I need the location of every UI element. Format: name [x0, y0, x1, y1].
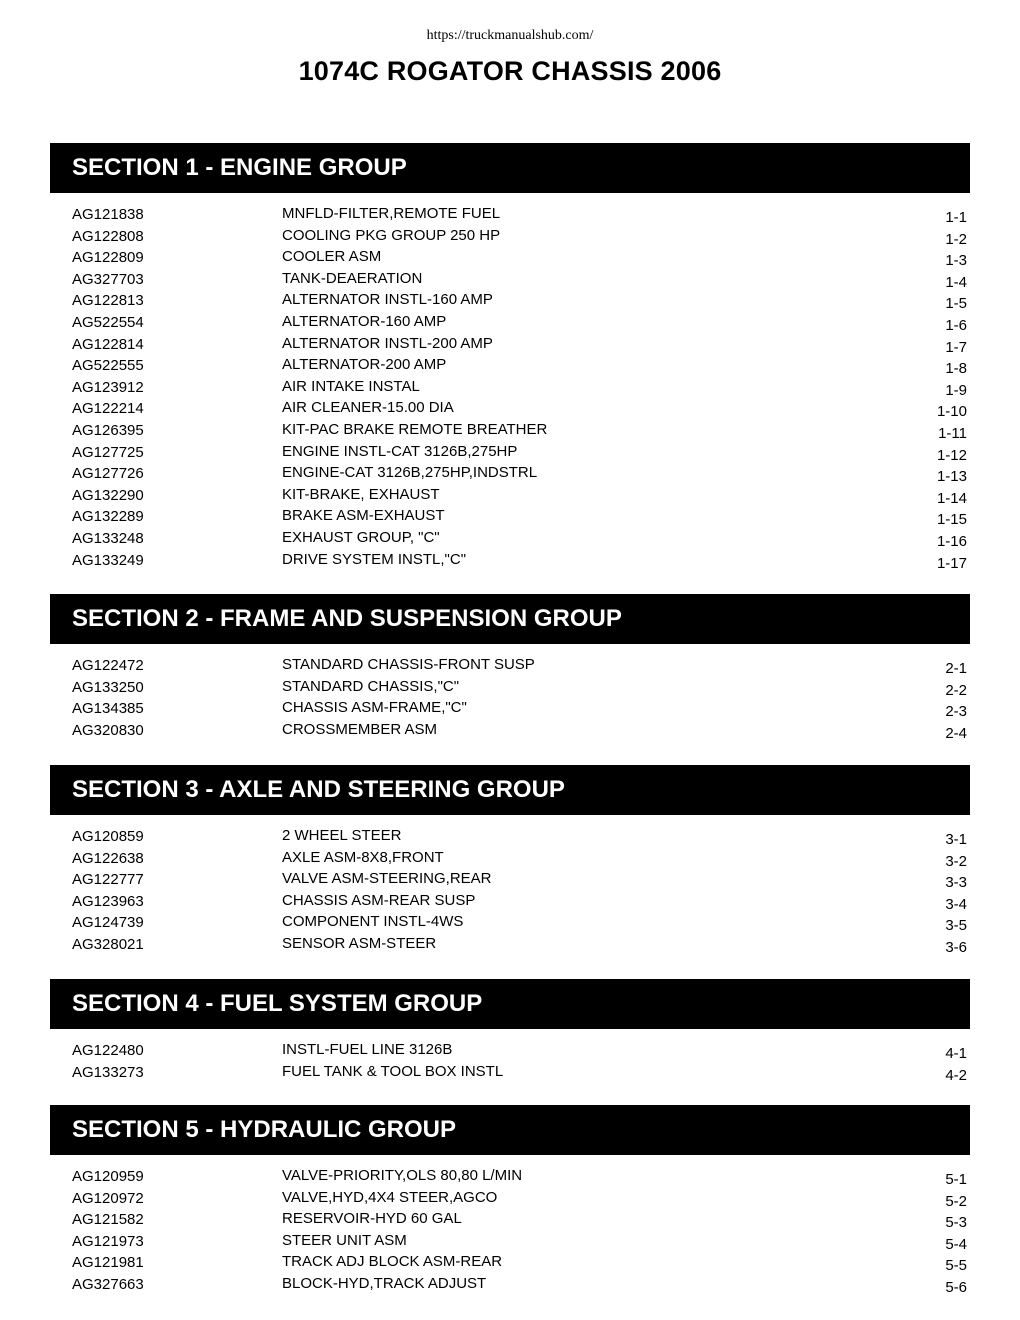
part-description: CHASSIS ASM-FRAME,"C": [282, 699, 467, 717]
source-url[interactable]: https://truckmanualshub.com/: [426, 28, 594, 43]
list-item[interactable]: [50, 228, 970, 250]
part-number: AG122638: [72, 849, 144, 867]
page-reference: 3-6: [945, 938, 967, 956]
part-description: SENSOR ASM-STEER: [282, 934, 437, 952]
page-reference: 3-5: [945, 917, 967, 935]
part-number: AG133273: [72, 1063, 144, 1081]
part-number: AG522554: [72, 313, 144, 331]
part-number: AG124739: [72, 914, 144, 932]
part-description: TRACK ADJ BLOCK ASM-REAR: [282, 1253, 503, 1271]
page-reference: 1-12: [936, 446, 967, 464]
list-item[interactable]: [50, 936, 970, 958]
section-2: [50, 594, 970, 743]
list-item[interactable]: [50, 850, 970, 872]
list-item[interactable]: [50, 914, 970, 936]
part-number: AG327703: [72, 270, 144, 288]
page-reference: 1-15: [936, 511, 967, 529]
part-number: AG126395: [72, 421, 144, 439]
part-description: STEER UNIT ASM: [282, 1231, 407, 1249]
page-reference: 2-4: [945, 724, 967, 742]
list-item[interactable]: [50, 1064, 970, 1086]
list-item[interactable]: [50, 828, 970, 850]
part-description: VALVE ASM-STEERING,REAR: [282, 870, 492, 888]
list-item[interactable]: [50, 400, 970, 422]
part-description: ALTERNATOR INSTL-160 AMP: [282, 291, 493, 309]
list-item[interactable]: [50, 465, 970, 487]
part-description: VALVE-PRIORITY,OLS 80,80 L/MIN: [282, 1167, 523, 1184]
part-description: AXLE ASM-8X8,FRONT: [282, 848, 444, 866]
part-description: KIT-BRAKE, EXHAUST: [282, 485, 440, 503]
list-item[interactable]: [50, 357, 970, 379]
part-number: AG122472: [72, 657, 144, 674]
part-description: KIT-PAC BRAKE REMOTE BREATHER: [282, 420, 548, 438]
page-reference: 1-8: [945, 360, 967, 378]
part-number: AG133249: [72, 551, 144, 569]
part-number: AG122809: [72, 249, 144, 267]
page-reference: 1-6: [945, 316, 967, 334]
part-description: ALTERNATOR-160 AMP: [282, 312, 447, 330]
part-description: INSTL-FUEL LINE 3126B: [282, 1041, 453, 1058]
list-item[interactable]: [50, 336, 970, 358]
part-number: AG132289: [72, 508, 144, 526]
page-reference: 2-3: [945, 703, 967, 721]
part-number: AG328021: [72, 935, 144, 953]
part-description: RESERVOIR-HYD 60 GAL: [282, 1210, 462, 1228]
page-reference: 1-4: [945, 273, 967, 291]
list-item[interactable]: [50, 271, 970, 293]
part-number: AG120959: [72, 1168, 144, 1185]
part-number: AG127725: [72, 443, 144, 461]
page-title: 1074C ROGATOR CHASSIS 2006: [298, 56, 722, 86]
page-reference: 1-14: [936, 489, 967, 507]
part-description: CROSSMEMBER ASM: [282, 720, 438, 738]
list-item[interactable]: [50, 249, 970, 271]
list-item[interactable]: [50, 1168, 970, 1190]
list-item[interactable]: [50, 679, 970, 701]
part-number: AG121838: [72, 206, 144, 223]
page-reference: 5-4: [945, 1235, 967, 1253]
list-item[interactable]: [50, 1276, 970, 1298]
page-reference: 5-2: [945, 1192, 967, 1210]
list-item[interactable]: [50, 1042, 970, 1064]
list-item[interactable]: [50, 893, 970, 915]
page-reference: 1-3: [945, 252, 967, 270]
part-description: EXHAUST GROUP, "C": [282, 528, 440, 546]
part-description: AIR INTAKE INSTAL: [282, 377, 420, 395]
part-number: AG123963: [72, 892, 144, 910]
section-5: [50, 1105, 970, 1298]
part-description: STANDARD CHASSIS,"C": [282, 677, 460, 695]
part-number: AG122214: [72, 400, 144, 418]
part-description: 2 WHEEL STEER: [282, 827, 402, 844]
part-number: AG320830: [72, 721, 144, 739]
section-rows: [50, 1042, 970, 1085]
page-reference: 1-13: [936, 468, 967, 486]
part-description: ENGINE-CAT 3126B,275HP,INDSTRL: [282, 464, 538, 482]
list-item[interactable]: [50, 1211, 970, 1233]
section-header: SECTION 2 - FRAME AND SUSPENSION GROUP: [50, 594, 970, 644]
part-description: VALVE,HYD,4X4 STEER,AGCO: [282, 1188, 498, 1206]
part-number: AG133250: [72, 678, 144, 696]
part-number: AG121973: [72, 1232, 144, 1250]
list-item[interactable]: [50, 1190, 970, 1212]
part-number: AG122480: [72, 1042, 144, 1059]
part-number: AG127726: [72, 465, 144, 483]
part-number: AG133248: [72, 529, 144, 547]
section-rows: [50, 657, 970, 743]
part-description: STANDARD CHASSIS-FRONT SUSP: [282, 656, 535, 673]
page-reference: 5-3: [945, 1214, 967, 1232]
list-item[interactable]: [50, 292, 970, 314]
part-description: COOLER ASM: [282, 248, 382, 266]
list-item[interactable]: [50, 422, 970, 444]
page-reference: 3-2: [945, 852, 967, 870]
page-reference: 1-11: [938, 424, 967, 442]
part-description: COMPONENT INSTL-4WS: [282, 913, 464, 931]
part-number: AG122777: [72, 871, 144, 889]
section-3: [50, 765, 970, 958]
part-number: AG121582: [72, 1211, 144, 1229]
page-reference: 4-2: [945, 1066, 967, 1084]
part-description: FUEL TANK & TOOL BOX INSTL: [282, 1062, 504, 1080]
page-reference: 5-1: [945, 1171, 967, 1188]
section-1: [50, 143, 970, 573]
part-description: CHASSIS ASM-REAR SUSP: [282, 891, 476, 909]
section-header: SECTION 3 - AXLE AND STEERING GROUP: [50, 765, 970, 815]
part-number: AG522555: [72, 357, 144, 375]
list-item[interactable]: [50, 1254, 970, 1276]
part-number: AG327663: [72, 1275, 144, 1293]
part-number: AG132290: [72, 486, 144, 504]
page-reference: 5-5: [945, 1257, 967, 1275]
section-rows: [50, 1168, 970, 1298]
part-description: ENGINE INSTL-CAT 3126B,275HP: [282, 442, 518, 460]
list-item[interactable]: [50, 552, 970, 574]
list-item[interactable]: [50, 314, 970, 336]
part-number: AG120972: [72, 1189, 144, 1207]
page-reference: 2-1: [945, 660, 967, 677]
list-item[interactable]: [50, 871, 970, 893]
list-item[interactable]: [50, 379, 970, 401]
list-item[interactable]: [50, 206, 970, 228]
section-4: [50, 979, 970, 1085]
list-item[interactable]: [50, 487, 970, 509]
part-description: BRAKE ASM-EXHAUST: [282, 507, 445, 525]
part-description: DRIVE SYSTEM INSTL,"C": [282, 550, 467, 568]
part-number: AG121981: [72, 1254, 144, 1272]
section-rows: [50, 828, 970, 958]
part-number: AG134385: [72, 700, 144, 718]
page-reference: 1-2: [945, 230, 967, 248]
list-item[interactable]: [50, 530, 970, 552]
list-item[interactable]: [50, 722, 970, 744]
page-reference: 2-2: [945, 681, 967, 699]
page-reference: 1-16: [936, 532, 967, 550]
part-number: AG120859: [72, 828, 144, 845]
page-reference: 1-7: [945, 338, 967, 356]
list-item[interactable]: [50, 508, 970, 530]
section-header: SECTION 5 - HYDRAULIC GROUP: [50, 1105, 970, 1155]
part-description: ALTERNATOR-200 AMP: [282, 356, 447, 374]
page-reference: 3-3: [945, 874, 967, 892]
part-description: COOLING PKG GROUP 250 HP: [282, 226, 501, 244]
part-description: ALTERNATOR INSTL-200 AMP: [282, 334, 493, 352]
list-item[interactable]: [50, 700, 970, 722]
part-number: AG122814: [72, 335, 144, 353]
page-reference: 1-9: [945, 381, 967, 399]
page-reference: 4-1: [945, 1045, 967, 1062]
page-reference: 5-6: [945, 1278, 967, 1296]
page-reference: 1-17: [936, 554, 967, 572]
section-rows: [50, 206, 970, 573]
part-description: TANK-DEAERATION: [282, 269, 423, 287]
page-reference: 1-10: [936, 403, 967, 421]
section-header: SECTION 4 - FUEL SYSTEM GROUP: [50, 979, 970, 1029]
page-reference: 3-1: [945, 831, 967, 848]
list-item[interactable]: [50, 1233, 970, 1255]
part-description: BLOCK-HYD,TRACK ADJUST: [282, 1274, 487, 1292]
list-item[interactable]: [50, 444, 970, 466]
part-number: AG122808: [72, 227, 144, 245]
part-description: MNFLD-FILTER,REMOTE FUEL: [282, 205, 501, 222]
part-number: AG122813: [72, 292, 144, 310]
section-header: SECTION 1 - ENGINE GROUP: [50, 143, 970, 193]
page-reference: 1-1: [945, 209, 967, 226]
part-number: AG123912: [72, 378, 144, 396]
page-reference: 3-4: [945, 895, 967, 913]
part-description: AIR CLEANER-15.00 DIA: [282, 399, 454, 417]
page-reference: 1-5: [945, 295, 967, 313]
list-item[interactable]: [50, 657, 970, 679]
